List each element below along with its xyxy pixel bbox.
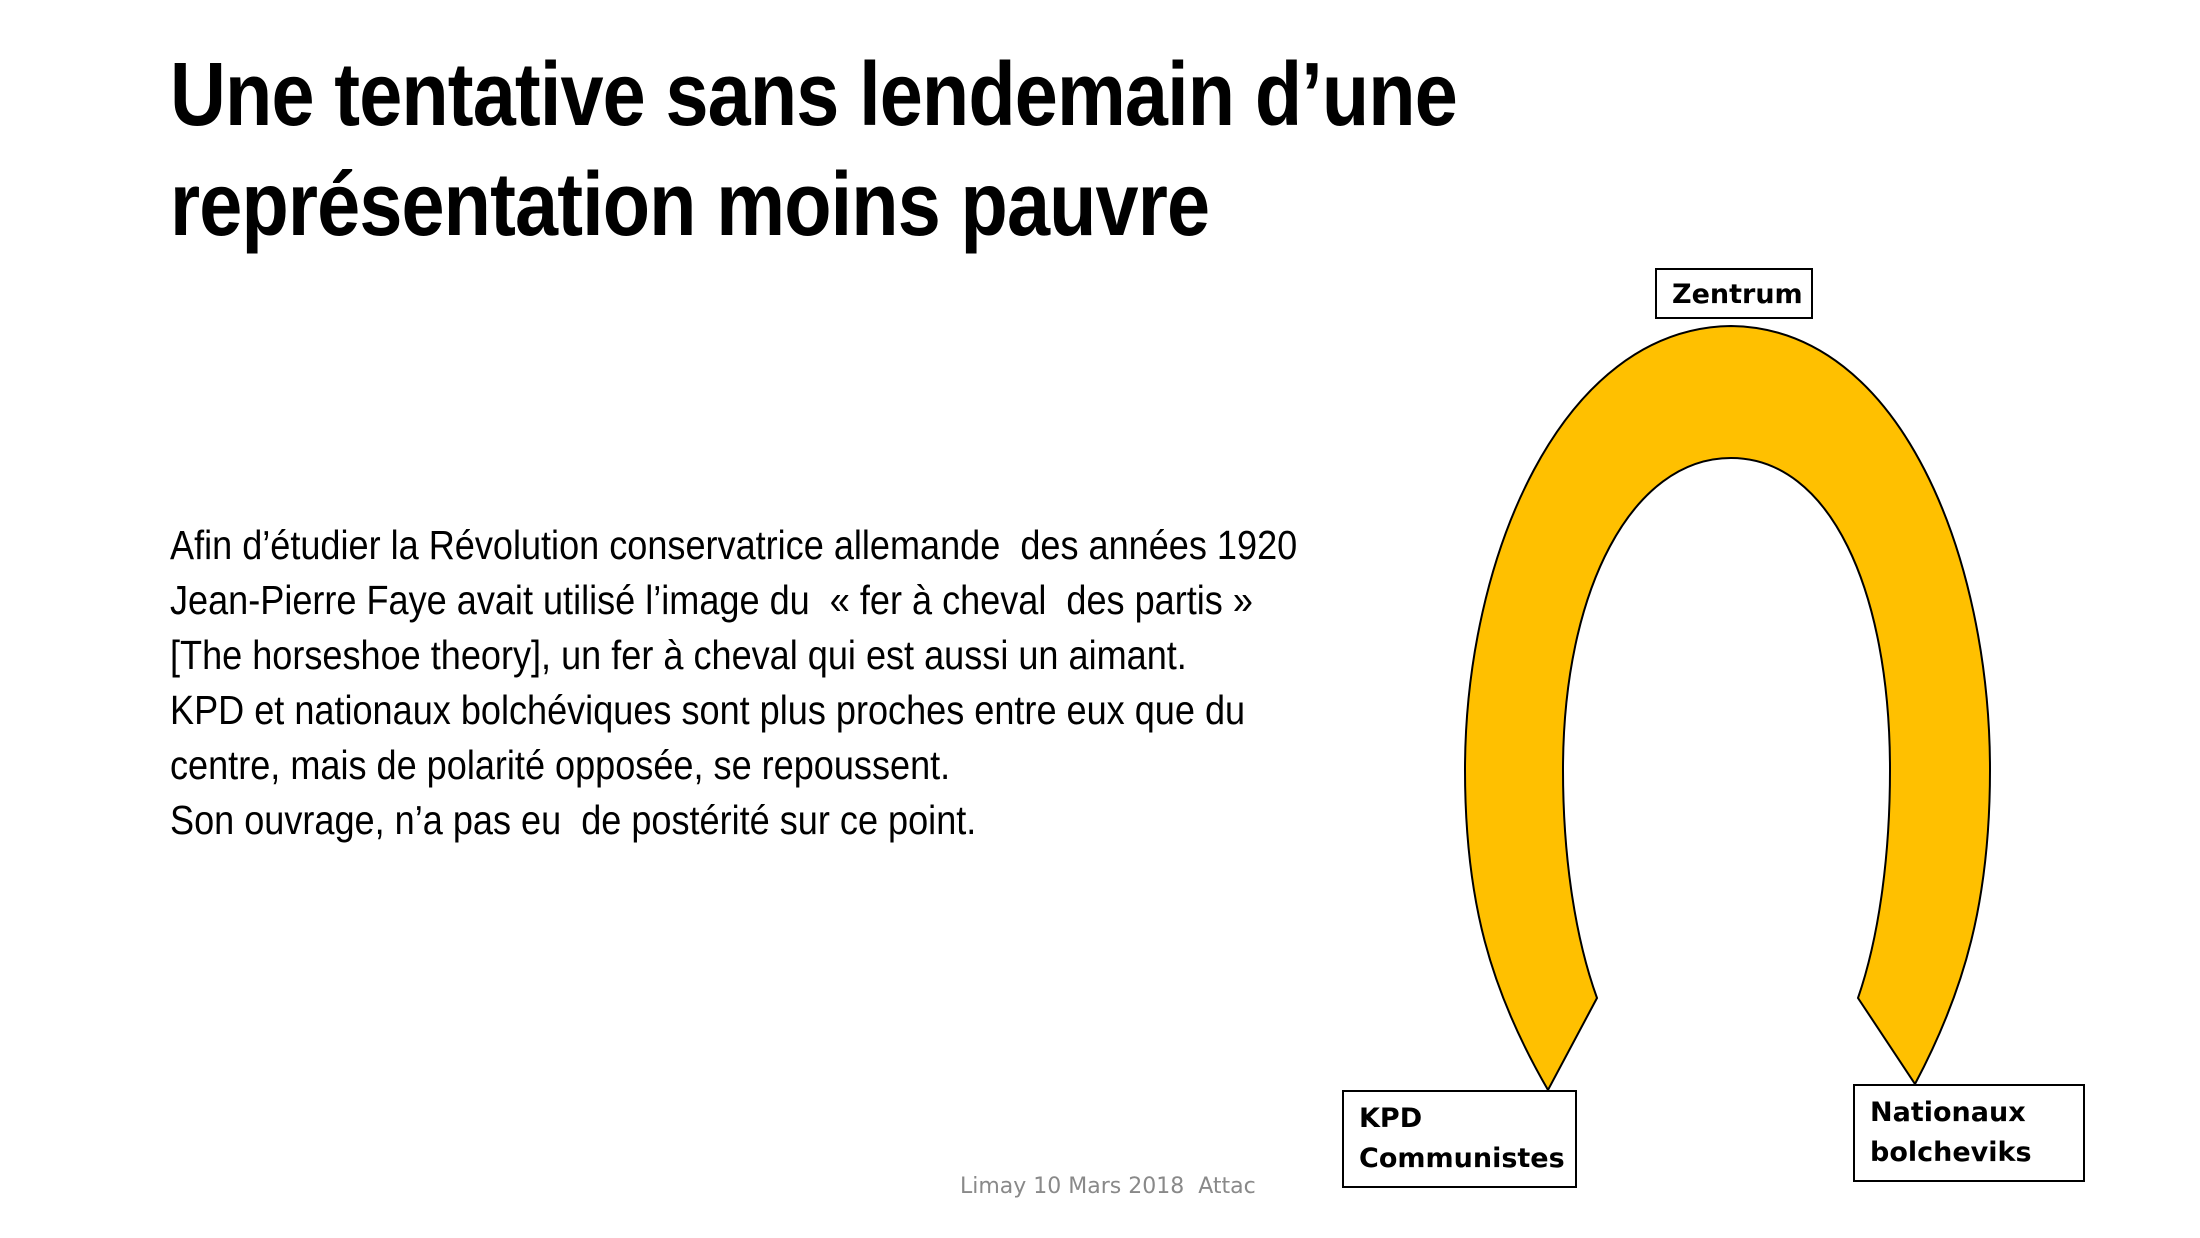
horseshoe-shape: [1465, 326, 1990, 1090]
label-zentrum: [1655, 268, 1813, 319]
body-line-4: KPD et nationaux bolchéviques sont plus proches entre eux que du: [170, 687, 1246, 733]
slide-title-line-2: représentation moins pauvre: [170, 155, 1210, 255]
label-kpd-line-1: KPD: [1359, 1103, 1423, 1134]
body-line-3: [The horseshoe theory], un fer à cheval qui est aussi un aimant.: [170, 632, 1187, 678]
label-zentrum-text: Zentrum: [1672, 279, 1803, 310]
label-kpd-line-2: Communistes: [1359, 1143, 1565, 1174]
body-line-6: Son ouvrage, n’a pas eu de postérité sur ce point.: [170, 797, 977, 843]
label-kpd-communistes: [1342, 1090, 1577, 1188]
body-line-1: Afin d’étudier la Révolution conservatrice allemande des années 1920: [170, 522, 1298, 568]
slide-footer: Limay 10 Mars 2018 Attac: [960, 1174, 1256, 1199]
slide-title-line-1: Une tentative sans lendemain d’une: [170, 45, 1457, 145]
label-nationaux-line-2: bolcheviks: [1870, 1137, 2032, 1168]
body-line-5: centre, mais de polarité opposée, se repoussent.: [170, 742, 951, 788]
label-nationaux-bolcheviks: [1853, 1084, 2085, 1182]
label-nationaux-line-1: Nationaux: [1870, 1097, 2026, 1128]
body-line-2: Jean-Pierre Faye avait utilisé l’image du « fer à cheval des partis »: [170, 577, 1253, 623]
